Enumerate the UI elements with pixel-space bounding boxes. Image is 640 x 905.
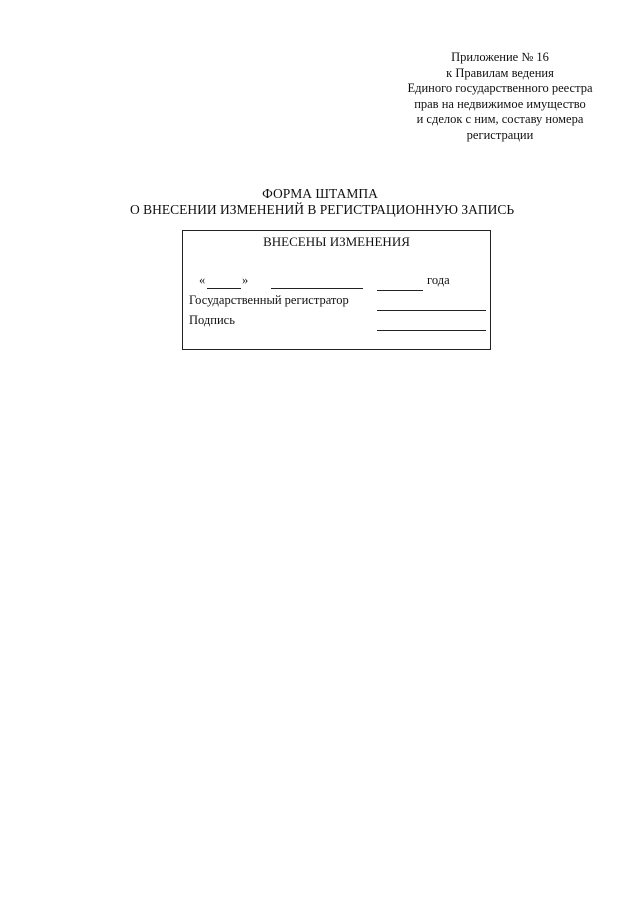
registrar-label: Государственный регистратор [189, 293, 349, 307]
appendix-line: регистрации [466, 127, 534, 142]
form-title [130, 186, 515, 218]
appendix-header [380, 50, 620, 143]
appendix-line: к Правилам ведения [446, 65, 554, 80]
year-blank-line [377, 290, 423, 291]
signature-label: Подпись [189, 313, 235, 327]
form-title-line-1: ФОРМА ШТАМПА [262, 186, 378, 201]
appendix-line: Приложение № 16 [451, 50, 549, 64]
stamp-box [182, 230, 491, 350]
year-label: года [427, 273, 450, 287]
appendix-line: и сделок с ним, составу номера [416, 112, 584, 126]
month-blank-line [271, 288, 363, 289]
open-quote: « [199, 273, 206, 287]
form-title-line-2: О ВНЕСЕНИИ ИЗМЕНЕНИЙ В РЕГИСТРАЦИОННУЮ ЗАПИСЬ [130, 202, 515, 217]
registrar-blank-line [377, 310, 486, 311]
close-quote: » [242, 273, 249, 287]
day-blank-line [207, 288, 241, 289]
appendix-line: Единого государственного реестра [407, 81, 593, 95]
appendix-line: прав на недвижимое имущество [414, 96, 586, 111]
stamp-heading: ВНЕСЕНЫ ИЗМЕНЕНИЯ [263, 234, 410, 249]
signature-blank-line [377, 330, 486, 331]
